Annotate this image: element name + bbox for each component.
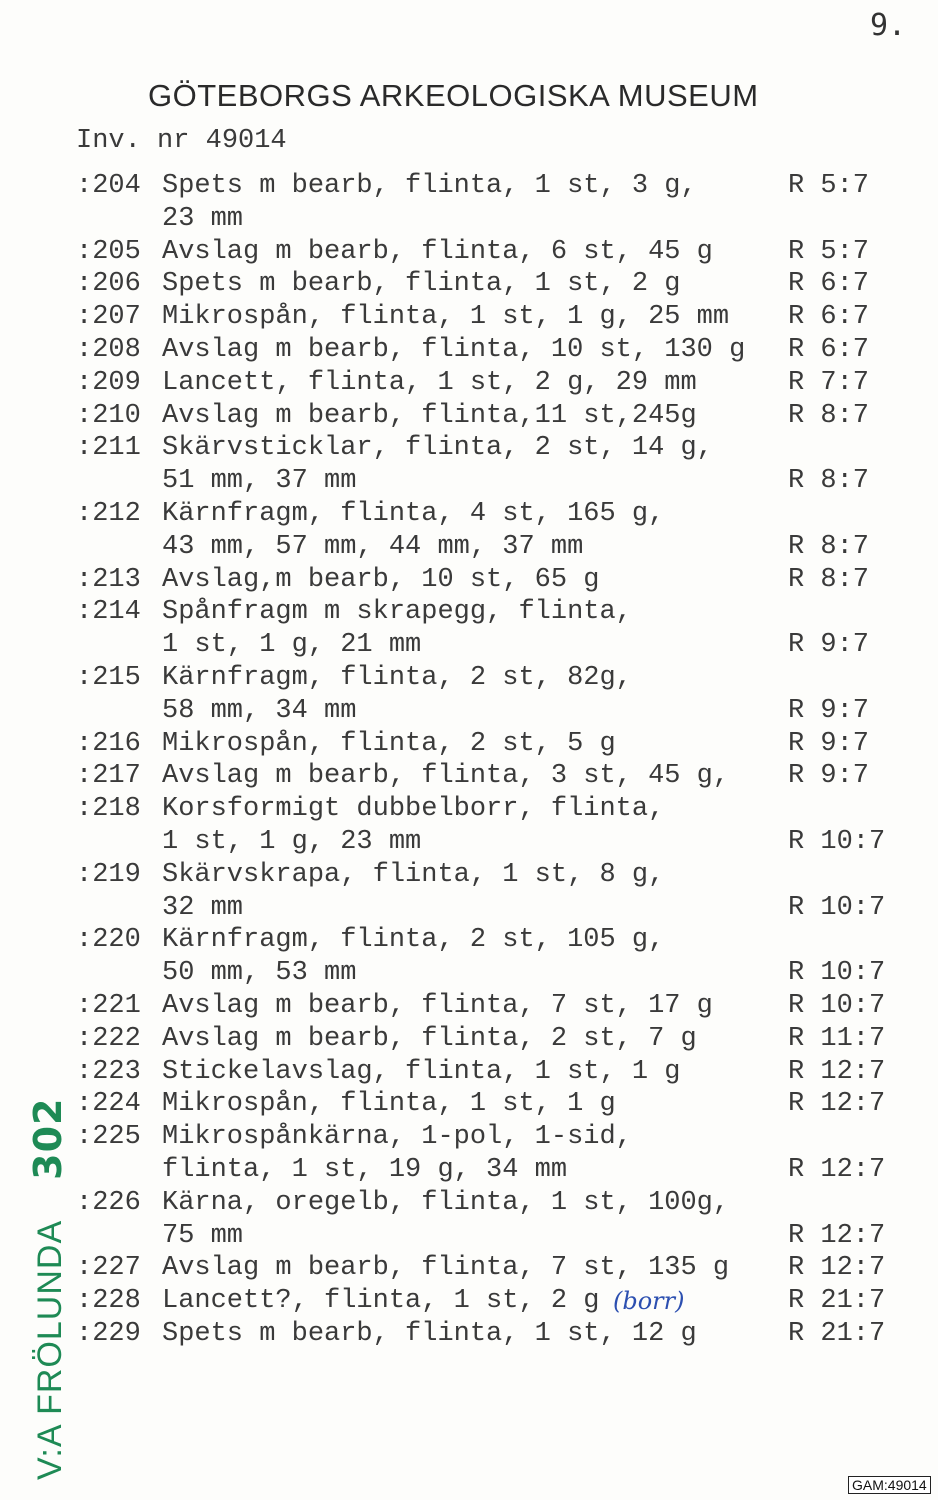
entry-number: :207: [76, 302, 141, 333]
entry-location: R 7:7: [788, 367, 870, 398]
entry-number: :228: [76, 1286, 141, 1317]
site-number: 302: [26, 1097, 70, 1180]
entry-description: 43 mm, 57 mm, 44 mm, 37 mm: [162, 531, 584, 562]
entry-line: [76, 728, 916, 761]
entry-number: :208: [76, 334, 141, 365]
catalog-entry: [76, 564, 916, 597]
entry-line: [76, 268, 916, 301]
entry-location: R 21:7: [788, 1318, 886, 1349]
entry-location: R 21:7: [788, 1286, 886, 1317]
entry-line: [76, 596, 916, 629]
entry-number: :227: [76, 1253, 141, 1284]
entry-line: [76, 990, 916, 1023]
entry-line: [76, 1056, 916, 1089]
entry-line: [76, 793, 916, 826]
entry-description: Mikrospån, flinta, 1 st, 1 g: [162, 1089, 616, 1120]
entry-description: Spets m bearb, flinta, 1 st, 3 g,: [162, 171, 697, 201]
catalog-entry: [76, 268, 916, 301]
entry-line: [76, 924, 916, 957]
entry-number: :229: [76, 1318, 141, 1349]
entry-number: :224: [76, 1089, 141, 1120]
catalog-entry: [76, 924, 916, 990]
entry-location: R 10:7: [788, 958, 886, 989]
entry-number: :215: [76, 662, 141, 693]
catalog-entry: [76, 596, 916, 662]
entry-number: :217: [76, 761, 141, 792]
entry-location: R 12:7: [788, 1056, 886, 1087]
catalog-entry: [76, 367, 916, 400]
catalog-entry: [76, 170, 916, 236]
entry-description: Kärnfragm, flinta, 2 st, 105 g,: [162, 925, 665, 956]
museum-title: GÖTEBORGS ARKEOLOGISKA MUSEUM: [148, 78, 759, 113]
handwritten-note: (borr): [613, 1287, 685, 1316]
entry-line: [76, 1023, 916, 1056]
entry-description: 32 mm: [162, 892, 244, 923]
entry-description: Kärnfragm, flinta, 2 st, 82g,: [162, 662, 632, 693]
catalog-entry: [76, 1056, 916, 1089]
page-number: 9.: [870, 8, 907, 43]
entry-description: Avslag,m bearb, 10 st, 65 g: [162, 564, 600, 595]
entry-description: 58 mm, 34 mm: [162, 695, 357, 726]
entry-number: :226: [76, 1187, 141, 1218]
entry-description: flinta, 1 st, 19 g, 34 mm: [162, 1154, 568, 1185]
entry-line: [76, 695, 916, 728]
entry-description: 1 st, 1 g, 21 mm: [162, 630, 422, 661]
entry-description: Avslag m bearb, flinta, 3 st, 45 g,: [162, 761, 730, 792]
entry-description: 1 st, 1 g, 23 mm: [162, 826, 422, 857]
catalog-entry: [76, 662, 916, 728]
entry-description: Skärvskrapa, flinta, 1 st, 8 g,: [162, 859, 665, 890]
entry-line: [76, 465, 916, 498]
entry-description: Avslag m bearb, flinta,11 st,245g: [162, 400, 697, 431]
catalog-entry: [76, 1023, 916, 1056]
entry-location: R 8:7: [788, 531, 870, 562]
entry-location: R 6:7: [788, 269, 870, 300]
entry-number: :211: [76, 433, 141, 464]
entry-number: :206: [76, 269, 141, 300]
entry-line: [76, 170, 916, 203]
entry-number: :205: [76, 236, 141, 267]
entry-description: Avslag m bearb, flinta, 7 st, 135 g: [162, 1253, 730, 1284]
entry-description: Avslag m bearb, flinta, 10 st, 130 g: [162, 334, 746, 365]
entry-line: [76, 629, 916, 662]
entry-number: :222: [76, 1023, 141, 1054]
entry-description: Lancett?, flinta, 1 st, 2 g: [162, 1286, 600, 1317]
entry-location: R 12:7: [788, 1220, 886, 1251]
entry-location: R 11:7: [788, 1023, 886, 1054]
catalog-entry: [76, 334, 916, 367]
catalog-entry: [76, 859, 916, 925]
entry-line: [76, 1088, 916, 1121]
entry-location: R 9:7: [788, 728, 870, 759]
entry-line: [76, 1252, 916, 1285]
inventory-number: Inv. nr 49014: [76, 126, 287, 156]
entry-line: [76, 1318, 916, 1351]
site-name: V:A FRÖLUNDA: [31, 1219, 69, 1480]
entry-number: :223: [76, 1056, 141, 1087]
entry-number: :212: [76, 498, 141, 529]
entry-line: [76, 236, 916, 269]
entry-line: [76, 432, 916, 465]
entry-location: R 6:7: [788, 302, 870, 333]
entry-line: [76, 564, 916, 597]
entry-description: Mikrospånkärna, 1-pol, 1-sid,: [162, 1122, 632, 1153]
entry-location: R 9:7: [788, 695, 870, 726]
entry-number: :210: [76, 400, 141, 431]
entry-description: 75 mm: [162, 1220, 244, 1251]
entry-description: Kärna, oregelb, flinta, 1 st, 100g,: [162, 1187, 730, 1218]
entry-description: Lancett, flinta, 1 st, 2 g, 29 mm: [162, 367, 697, 398]
catalog-id: GAM:49014: [848, 1476, 931, 1494]
entry-line: [76, 301, 916, 334]
catalog-entries: [76, 170, 916, 1351]
entry-description: Avslag m bearb, flinta, 7 st, 17 g: [162, 990, 713, 1021]
site-label: [26, 1098, 70, 1480]
entry-description: Avslag m bearb, flinta, 6 st, 45 g: [162, 236, 713, 267]
entry-line: [76, 1121, 916, 1154]
entry-description: Korsformigt dubbelborr, flinta,: [162, 794, 665, 825]
entry-line: [76, 400, 916, 433]
entry-line: [76, 1154, 916, 1187]
catalog-entry: [76, 1318, 916, 1351]
entry-line: [76, 1285, 916, 1318]
entry-description: Kärnfragm, flinta, 4 st, 165 g,: [162, 498, 665, 529]
entry-line: [76, 367, 916, 400]
catalog-entry: [76, 1187, 916, 1253]
entry-description: Spets m bearb, flinta, 1 st, 2 g: [162, 269, 681, 300]
entry-location: R 5:7: [788, 171, 870, 201]
entry-description: 50 mm, 53 mm: [162, 958, 357, 989]
entry-line: [76, 892, 916, 925]
catalog-entry: [76, 301, 916, 334]
entry-line: [76, 957, 916, 990]
entry-location: R 6:7: [788, 334, 870, 365]
entry-description: Spånfragm m skrapegg, flinta,: [162, 597, 632, 628]
entry-description: Mikrospån, flinta, 2 st, 5 g: [162, 728, 616, 759]
entry-line: [76, 1220, 916, 1253]
entry-description: Avslag m bearb, flinta, 2 st, 7 g: [162, 1023, 697, 1054]
entry-description: Skärvsticklar, flinta, 2 st, 14 g,: [162, 433, 713, 464]
catalog-entry: [76, 728, 916, 761]
entry-line: [76, 662, 916, 695]
entry-location: R 8:7: [788, 466, 870, 497]
entry-line: [76, 826, 916, 859]
entry-location: R 12:7: [788, 1253, 886, 1284]
entry-number: :216: [76, 728, 141, 759]
entry-location: R 9:7: [788, 630, 870, 661]
catalog-entry: [76, 760, 916, 793]
entry-number: :209: [76, 367, 141, 398]
entry-line: [76, 498, 916, 531]
entry-number: :204: [76, 171, 141, 201]
entry-description: Spets m bearb, flinta, 1 st, 12 g: [162, 1318, 697, 1349]
catalog-entry: [76, 1285, 916, 1318]
catalog-entry: [76, 990, 916, 1023]
catalog-entry: [76, 432, 916, 498]
entry-location: R 12:7: [788, 1154, 886, 1185]
entry-line: [76, 1187, 916, 1220]
entry-number: :213: [76, 564, 141, 595]
entry-line: [76, 859, 916, 892]
entry-location: R 5:7: [788, 236, 870, 267]
catalog-entry: [76, 498, 916, 564]
entry-description: 51 mm, 37 mm: [162, 466, 357, 497]
entry-location: R 8:7: [788, 400, 870, 431]
entry-line: [76, 760, 916, 793]
entry-number: :214: [76, 597, 141, 628]
entry-location: R 12:7: [788, 1089, 886, 1120]
entry-line: [76, 203, 916, 236]
entry-location: R 10:7: [788, 892, 886, 923]
catalog-entry: [76, 793, 916, 859]
catalog-entry: [76, 400, 916, 433]
catalog-entry: [76, 1252, 916, 1285]
entry-location: R 10:7: [788, 990, 886, 1021]
entry-location: R 8:7: [788, 564, 870, 595]
entry-description: 23 mm: [162, 203, 244, 234]
catalog-entry: [76, 236, 916, 269]
entry-number: :218: [76, 794, 141, 825]
entry-location: R 9:7: [788, 761, 870, 792]
catalog-entry: [76, 1121, 916, 1187]
entry-line: [76, 531, 916, 564]
entry-number: :225: [76, 1122, 141, 1153]
catalog-entry: [76, 1088, 916, 1121]
entry-number: :220: [76, 925, 141, 956]
entry-number: :221: [76, 990, 141, 1021]
entry-location: R 10:7: [788, 826, 886, 857]
entry-description: Mikrospån, flinta, 1 st, 1 g, 25 mm: [162, 302, 730, 333]
entry-number: :219: [76, 859, 141, 890]
entry-line: [76, 334, 916, 367]
entry-description: Stickelavslag, flinta, 1 st, 1 g: [162, 1056, 681, 1087]
